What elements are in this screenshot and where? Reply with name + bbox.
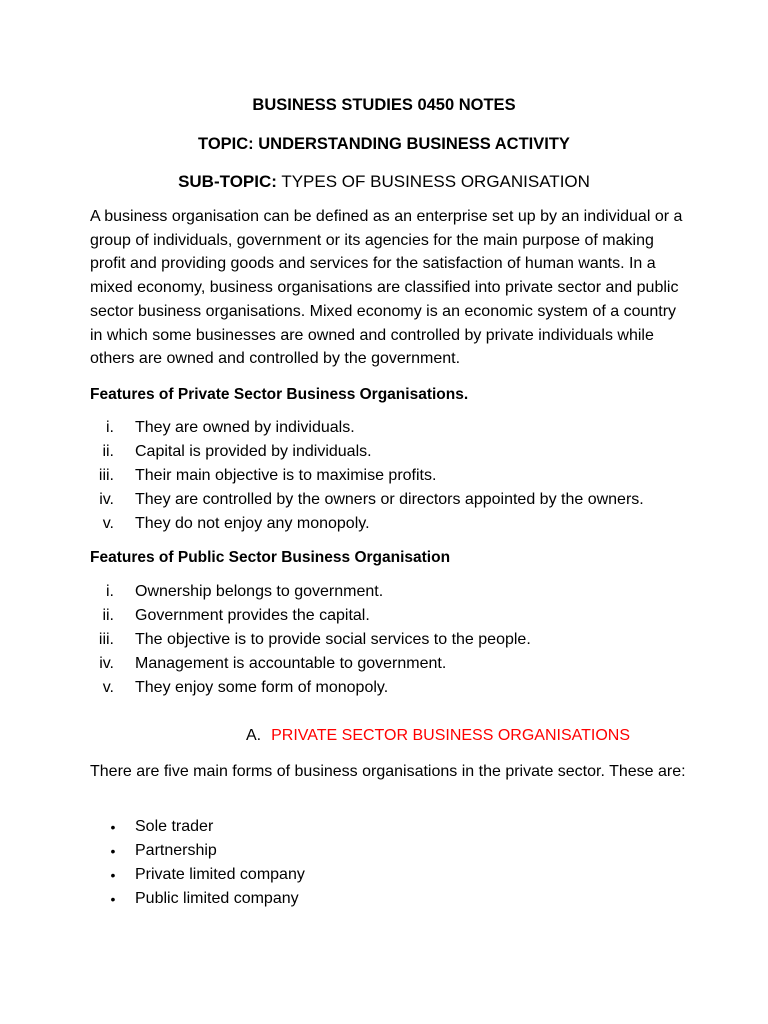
list-text: Private limited company	[135, 866, 305, 883]
forms-intro-paragraph: There are five main forms of business organisations in the private sector. These are:	[90, 763, 686, 780]
list-item	[0, 464, 768, 488]
list-text: Public limited company	[135, 890, 299, 907]
topic-heading: TOPIC: UNDERSTANDING BUSINESS ACTIVITY	[198, 135, 570, 153]
list-text: Capital is provided by individuals.	[135, 443, 372, 460]
section-letter: A.	[246, 727, 262, 744]
list-number: iv.	[99, 655, 114, 672]
section-title: PRIVATE SECTOR BUSINESS ORGANISATIONS	[271, 727, 631, 744]
list-number: iv.	[99, 491, 114, 508]
list-item	[0, 887, 768, 911]
list-item	[0, 815, 768, 839]
list-item	[0, 652, 768, 676]
subtopic-heading	[0, 172, 768, 192]
list-item	[0, 512, 768, 536]
list-item	[0, 676, 768, 700]
list-text: They are owned by individuals.	[135, 419, 355, 436]
private-features-list	[0, 416, 768, 536]
list-text: The objective is to provide social services to the people.	[135, 631, 531, 648]
public-features-list	[0, 580, 768, 700]
list-text: Ownership belongs to government.	[135, 583, 384, 600]
list-item	[0, 604, 768, 628]
bullet-icon: •	[110, 891, 116, 907]
list-number: ii.	[102, 607, 114, 624]
list-text: Management is accountable to government.	[135, 655, 447, 672]
private-features-heading: Features of Private Sector Business Organisations.	[90, 386, 469, 403]
list-number: i.	[106, 583, 114, 600]
list-text: Partnership	[135, 842, 217, 859]
list-text: Sole trader	[135, 818, 214, 835]
list-text: Government provides the capital.	[135, 607, 370, 624]
list-item	[0, 440, 768, 464]
list-number: v.	[102, 679, 114, 696]
list-item	[0, 628, 768, 652]
list-text: They do not enjoy any monopoly.	[135, 515, 370, 532]
section-a-heading	[246, 726, 630, 746]
list-item	[0, 863, 768, 887]
list-number: iii.	[98, 467, 114, 484]
subtopic-value: TYPES OF BUSINESS ORGANISATION	[276, 172, 590, 191]
bullet-icon: •	[110, 867, 116, 883]
subtopic-label: SUB-TOPIC:	[178, 172, 277, 191]
list-text: They are controlled by the owners or directors appointed by the owners.	[135, 491, 644, 508]
public-features-heading: Features of Public Sector Business Organisation	[90, 549, 451, 566]
list-number: i.	[106, 419, 114, 436]
list-text: They enjoy some form of monopoly.	[135, 679, 389, 696]
list-number: iii.	[98, 631, 114, 648]
bullet-icon: •	[110, 819, 116, 835]
list-item	[0, 839, 768, 863]
bullet-icon: •	[110, 843, 116, 859]
list-number: ii.	[102, 443, 114, 460]
document-title: BUSINESS STUDIES 0450 NOTES	[252, 96, 516, 114]
list-text: Their main objective is to maximise profits.	[135, 467, 437, 484]
list-item	[0, 488, 768, 512]
list-number: v.	[102, 515, 114, 532]
list-item	[0, 416, 768, 440]
list-item	[0, 580, 768, 604]
forms-list	[0, 815, 768, 911]
intro-paragraph: A business organisation can be defined as an enterprise set up by an individual or a group of individuals, government or its agencies for the main purpose of making profit and providing goods and services for the satisfaction of human wants. In a mixed economy, business organisations are classified into private sector and public sector business organisations. Mixed economy is an economic system of a country in which some businesses are owned and controlled by private individuals while others are owned and controlled by the government.	[90, 208, 683, 368]
